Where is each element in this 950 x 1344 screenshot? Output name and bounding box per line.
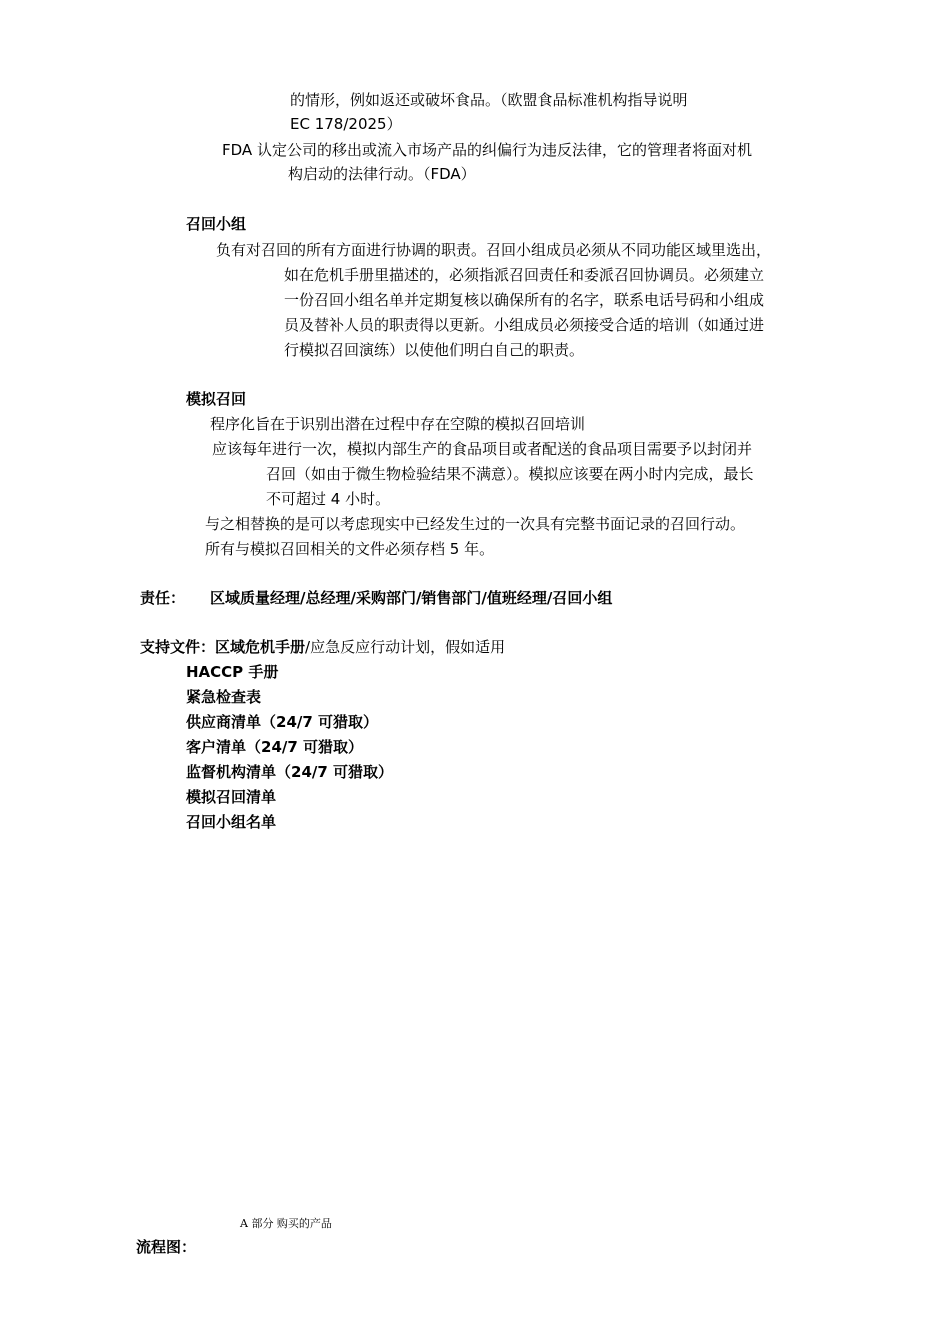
responsibility-label: 责任：: [140, 589, 186, 607]
paragraph-line: 一份召回小组名单并定期复核以确保所有的名字，联系电话号码和小组成: [284, 291, 765, 309]
paragraph-line: 员及替补人员的职责得以更新。小组成员必须接受合适的培训（如通过进: [284, 316, 765, 334]
support-docs-header: [140, 637, 505, 657]
flowchart-label: 流程图：: [136, 1238, 197, 1256]
paragraph-line: 程序化旨在于识别出潜在过程中存在空隙的模拟召回培训: [210, 415, 586, 433]
intro-line: 的情形，例如返还或破坏食品。（欧盟食品标准机构指导说明: [290, 91, 688, 109]
intro-line: FDA 认定公司的移出或流入市场产品的纠偏行为违反法律，它的管理者将面对机: [222, 141, 752, 159]
paragraph-line: 不可超过 4 小时。: [266, 490, 391, 508]
support-doc-item: 召回小组名单: [186, 813, 277, 831]
intro-line: 构启动的法律行动。（FDA）: [288, 165, 476, 183]
section-heading-mock-recall: 模拟召回: [186, 390, 247, 408]
paragraph-line: 负有对召回的所有方面进行协调的职责。召回小组成员必须从不同功能区域里选出，: [216, 241, 772, 259]
paragraph-line: 与之相替换的是可以考虑现实中已经发生过的一次具有完整书面记录的召回行动。: [205, 515, 746, 533]
intro-line: EC 178/2025）: [290, 115, 402, 133]
support-doc-item: 监督机构清单（24/7 可猎取）: [186, 763, 394, 781]
support-doc-item: 模拟召回清单: [186, 788, 277, 806]
responsibility-value: 区域质量经理/总经理/采购部门/销售部门/值班经理/召回小组: [210, 589, 613, 607]
support-doc-item: 紧急检查表: [186, 688, 262, 706]
paragraph-line: 行模拟召回演练）以使他们明白自己的职责。: [284, 341, 585, 359]
paragraph-line: 所有与模拟召回相关的文件必须存档 5 年。: [205, 540, 495, 558]
paragraph-line: 应该每年进行一次，模拟内部生产的食品项目或者配送的食品项目需要予以封闭并: [212, 440, 753, 458]
support-doc-item: 客户清单（24/7 可猎取）: [186, 738, 364, 756]
paragraph-line: 召回（如由于微生物检验结果不满意）。模拟应该要在两小时内完成，最长: [266, 465, 754, 483]
section-note: A 部分 购买的产品: [240, 1217, 332, 1230]
support-docs-suffix: /应急反应行动计划，假如适用: [305, 638, 506, 656]
section-heading-recall-team: 召回小组: [186, 215, 247, 233]
support-doc-item: 供应商清单（24/7 可猎取）: [186, 713, 379, 731]
support-doc-item: HACCP 手册: [186, 663, 279, 681]
paragraph-line: 如在危机手册里描述的，必须指派召回责任和委派召回协调员。必须建立: [284, 266, 765, 284]
support-docs-label: 支持文件：区域危机手册: [140, 638, 306, 656]
